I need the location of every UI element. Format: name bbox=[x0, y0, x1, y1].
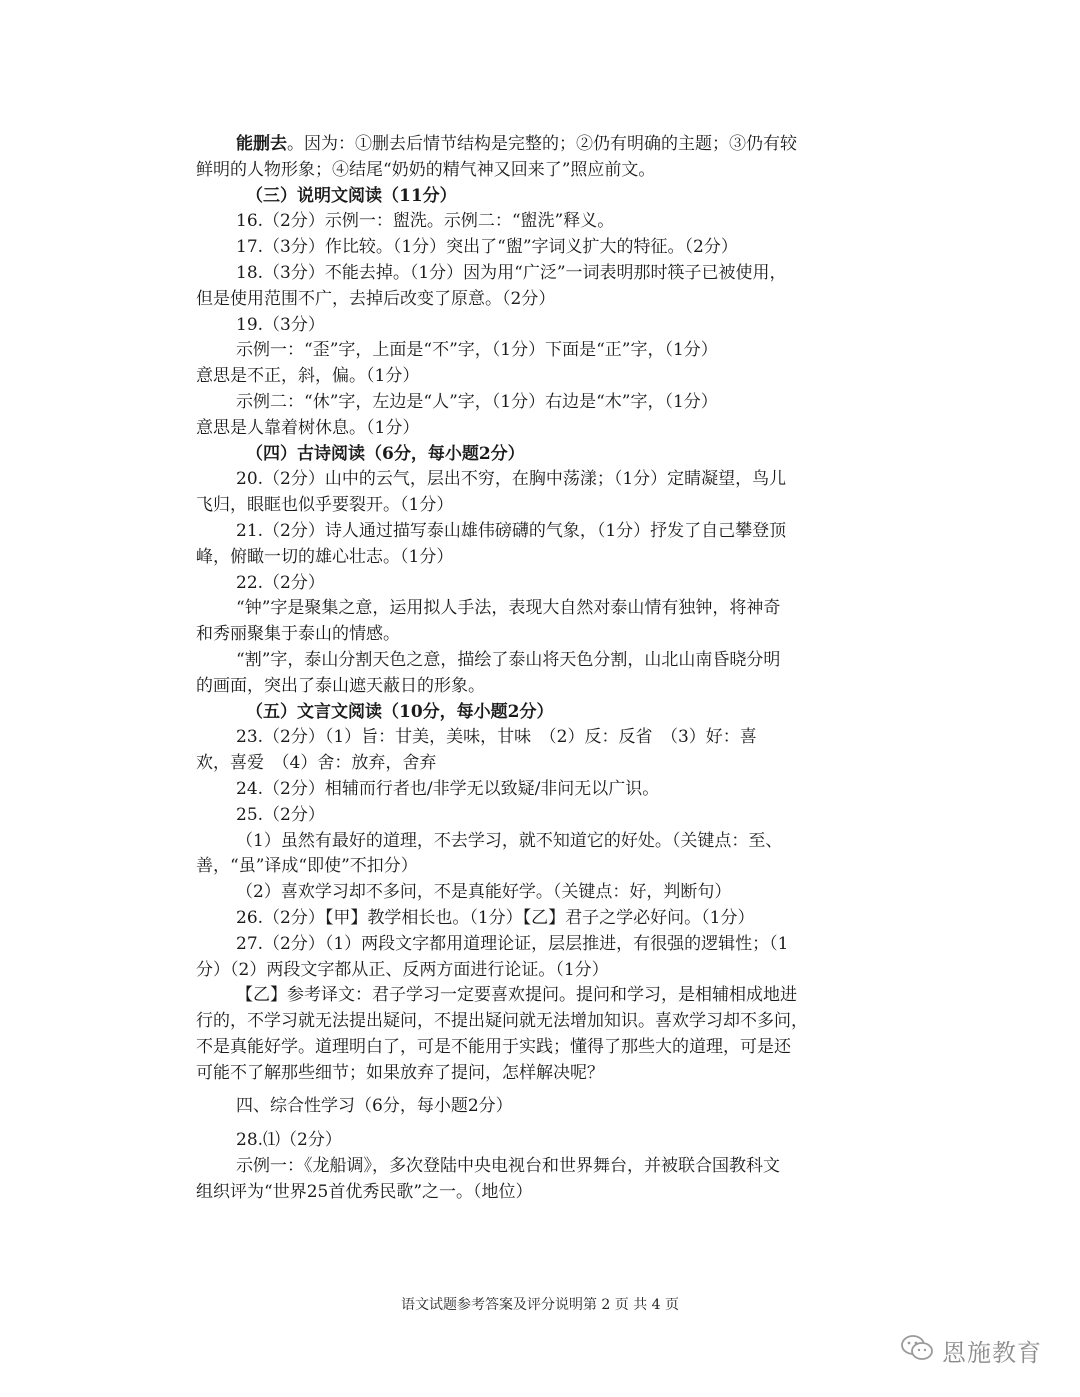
text-line: 意思是不正，斜，偏。（1分） bbox=[196, 366, 420, 387]
text-line: （五）文言文阅读（10分，每小题2分） bbox=[246, 701, 554, 722]
text-line: 18.（3分）不能去掉。（1分）因为用“广泛”一词表明那时筷子已被使用， bbox=[236, 262, 787, 283]
text-line: 欢，喜爱 （4）舍：放弃，舍弃 bbox=[196, 753, 437, 774]
text-line: 示例一：《龙船调》，多次登陆中央电视台和世界舞台，并被联合国教科文 bbox=[236, 1156, 780, 1177]
text-line: 27.（2分）（1）两段文字都用道理论证，层层推进，有很强的逻辑性；（1 bbox=[236, 933, 789, 954]
text-line: 行的，不学习就无法提出疑问，不提出疑问就无法增加知识。喜欢学习却不多问， bbox=[196, 1011, 808, 1032]
text-line: 飞归，眼眶也似乎要裂开。（1分） bbox=[196, 495, 454, 516]
text-line: 但是使用范围不广，去掉后改变了原意。（2分） bbox=[196, 288, 556, 309]
text-line bbox=[196, 132, 896, 158]
text-line: 【乙】参考译文：君子学习一定要喜欢提问。提问和学习，是相辅相成地进 bbox=[236, 985, 797, 1006]
wechat-icon bbox=[900, 1334, 934, 1366]
text-line: 可能不了解那些细节；如果放弃了提问，怎样解决呢？ bbox=[196, 1062, 604, 1083]
text-line: 23.（2分）（1）旨：甘美，美味，甘味 （2）反：反省 （3）好：喜 bbox=[236, 727, 757, 748]
text-line: 20.（2分）山中的云气，层出不穷，在胸中荡漾；（1分）定睛凝望，鸟儿 bbox=[236, 469, 787, 490]
text-line: 分）（2）两段文字都从正、反两方面进行论证。（1分） bbox=[196, 959, 609, 980]
text-line: 19.（3分） bbox=[236, 314, 325, 335]
text-line: 的画面，突出了泰山遮天蔽日的形象。 bbox=[196, 675, 485, 696]
text-line: 组织评为“世界25首优秀民歌”之一。（地位） bbox=[196, 1181, 533, 1202]
wechat-watermark bbox=[900, 1330, 1042, 1370]
text-line: （1）虽然有最好的道理，不去学习，就不知道它的好处。（关键点：至、 bbox=[236, 830, 783, 851]
answer-page-body bbox=[196, 132, 896, 1206]
text-line: （四）古诗阅读（6分，每小题2分） bbox=[246, 443, 525, 464]
text-line: “钟”字是聚集之意，运用拟人手法，表现大自然对泰山情有独钟，将神奇 bbox=[236, 598, 781, 619]
text-line: 16.（2分）示例一：盥洗。示例二：“盥洗”释义。 bbox=[236, 211, 615, 232]
watermark-text: 恩施教育 bbox=[942, 1338, 1042, 1367]
text-line: 和秀丽聚集于泰山的情感。 bbox=[196, 624, 400, 645]
text-line: 示例一：“歪”字，上面是“不”字，（1分）下面是“正”字，（1分） bbox=[236, 340, 718, 361]
text-line: 24.（2分）相辅而行者也/非学无以致疑/非问无以广识。 bbox=[236, 778, 660, 799]
text-line: 21.（2分）诗人通过描写泰山雄伟磅礴的气象，（1分）抒发了自己攀登顶 bbox=[236, 520, 787, 541]
text-line: 峰，俯瞰一切的雄心壮志。（1分） bbox=[196, 546, 454, 567]
page-footer: 语文试题参考答案及评分说明第 2 页 共 4 页 bbox=[400, 1297, 680, 1313]
answer-lead: 能删去 bbox=[236, 134, 287, 154]
text-line: 四、综合性学习（6分，每小题2分） bbox=[236, 1096, 513, 1117]
text-line: （三）说明文阅读（11分） bbox=[246, 185, 457, 206]
text-line: 26.（2分）【甲】教学相长也。（1分）【乙】君子之学必好问。（1分） bbox=[236, 907, 755, 928]
text-line: 善，“虽”译成“即使”不扣分） bbox=[196, 856, 418, 877]
text-line: 25.（2分） bbox=[236, 804, 325, 825]
text-line: 22.（2分） bbox=[236, 572, 325, 593]
text-line: （2）喜欢学习却不多问，不是真能好学。（关键点：好，判断句） bbox=[236, 882, 732, 903]
text-line: “割”字，泰山分割天色之意，描绘了泰山将天色分割，山北山南昏晓分明 bbox=[236, 649, 781, 670]
text-line: 28.⑴（2分） bbox=[236, 1130, 342, 1151]
text-line: 鲜明的人物形象；④结尾“奶奶的精气神又回来了”照应前文。 bbox=[196, 159, 656, 180]
answer-rest: 。因为：①删去后情节结构是完整的；②仍有明确的主题；③仍有较 bbox=[287, 134, 797, 154]
text-line: 17.（3分）作比较。（1分）突出了“盥”字词义扩大的特征。（2分） bbox=[236, 237, 738, 258]
text-line: 示例二：“休”字，左边是“人”字，（1分）右边是“木”字，（1分） bbox=[236, 391, 718, 412]
text-line: 不是真能好学。道理明白了，可是不能用于实践；懂得了那些大的道理，可是还 bbox=[196, 1036, 791, 1057]
text-line: 意思是人靠着树休息。（1分） bbox=[196, 417, 420, 438]
